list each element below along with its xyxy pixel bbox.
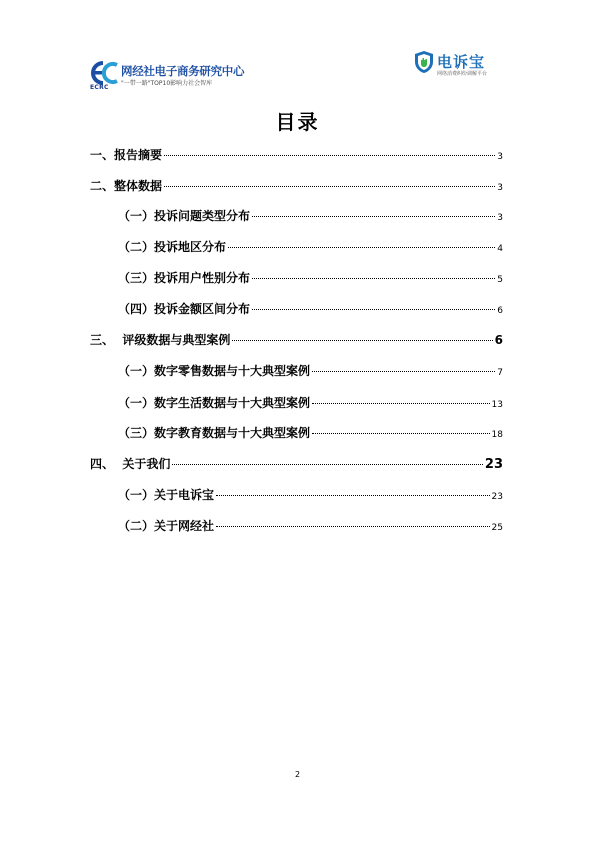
- toc-entry-page: 3: [497, 183, 503, 193]
- toc-entry[interactable]: [118, 269, 503, 286]
- toc-entry-page: 3: [497, 152, 503, 162]
- toc-entry[interactable]: [118, 362, 503, 379]
- toc-entry-page: 7: [497, 368, 503, 378]
- toc-entry-label: （一）投诉问题类型分布: [118, 209, 251, 223]
- page-number: 2: [294, 770, 301, 779]
- org-name: 网经社电子商务研究中心: [121, 64, 245, 78]
- toc-leader-dots: [312, 421, 490, 434]
- toc-entry-label: （一）数字零售数据与十大典型案例: [118, 364, 311, 378]
- toc-entry-page: 6: [494, 333, 503, 347]
- toc-entry-label: 二、整体数据: [90, 179, 163, 193]
- toc-entry-page: 23: [484, 457, 503, 472]
- toc-entry[interactable]: [118, 424, 503, 441]
- toc-leader-dots: [252, 204, 495, 217]
- toc-leader-dots: [164, 143, 495, 156]
- toc-entry-label: （四）投诉金额区间分布: [118, 302, 251, 316]
- toc-leader-dots: [252, 266, 495, 279]
- toc-leader-dots: [216, 483, 490, 496]
- toc-entry-label: 三、 评级数据与典型案例: [90, 333, 231, 347]
- toc-entry-label: （二）投诉地区分布: [118, 240, 227, 254]
- toc-entry[interactable]: [118, 300, 503, 317]
- toc-entry-page: 3: [497, 213, 503, 223]
- toc-entry-label: 四、 关于我们: [90, 457, 171, 471]
- toc-entry-page: 5: [497, 275, 503, 285]
- toc-entry[interactable]: [118, 238, 503, 255]
- toc-entry-page: 23: [491, 492, 503, 502]
- toc-entry-label: 一、报告摘要: [90, 148, 163, 162]
- toc-entry-label: （一）关于电诉宝: [118, 488, 215, 502]
- toc-entry-label: （三）投诉用户性别分布: [118, 271, 251, 285]
- brand-subtitle: 网络消费纠纷调解平台: [437, 71, 488, 77]
- org-slogan: "一带一路"TOP10影响力社会智库: [121, 80, 213, 87]
- toc-entry[interactable]: [118, 517, 503, 534]
- brand-name: 电诉宝: [437, 53, 486, 71]
- toc-entry-page: 18: [491, 430, 503, 440]
- toc-leader-dots: [164, 174, 495, 187]
- ecrc-mark-text: ECRC: [90, 84, 109, 91]
- toc-entry[interactable]: [90, 455, 503, 472]
- toc-entry-page: 25: [491, 523, 503, 533]
- toc-leader-dots: [232, 328, 492, 341]
- toc-entry-label: （一）数字生活数据与十大典型案例: [118, 396, 311, 410]
- toc-entry[interactable]: [118, 207, 503, 224]
- toc-entry[interactable]: [90, 331, 503, 348]
- toc-leader-dots: [312, 391, 490, 404]
- toc-title: 目录: [275, 110, 320, 134]
- toc-leader-dots: [252, 297, 495, 310]
- toc-entry[interactable]: [90, 177, 503, 194]
- toc-entry[interactable]: [118, 486, 503, 503]
- toc-entry-label: （二）关于网经社: [118, 519, 215, 533]
- toc-leader-dots: [312, 359, 495, 372]
- toc-entry[interactable]: [90, 146, 503, 163]
- toc-leader-dots: [216, 514, 490, 527]
- toc-leader-dots: [172, 452, 483, 465]
- toc-entry[interactable]: [118, 394, 503, 411]
- toc-entry-page: 13: [491, 400, 503, 410]
- toc-entry-page: 6: [497, 306, 503, 316]
- toc-entry-page: 4: [497, 244, 503, 254]
- toc-entry-label: （三）数字教育数据与十大典型案例: [118, 426, 311, 440]
- toc-leader-dots: [228, 235, 495, 248]
